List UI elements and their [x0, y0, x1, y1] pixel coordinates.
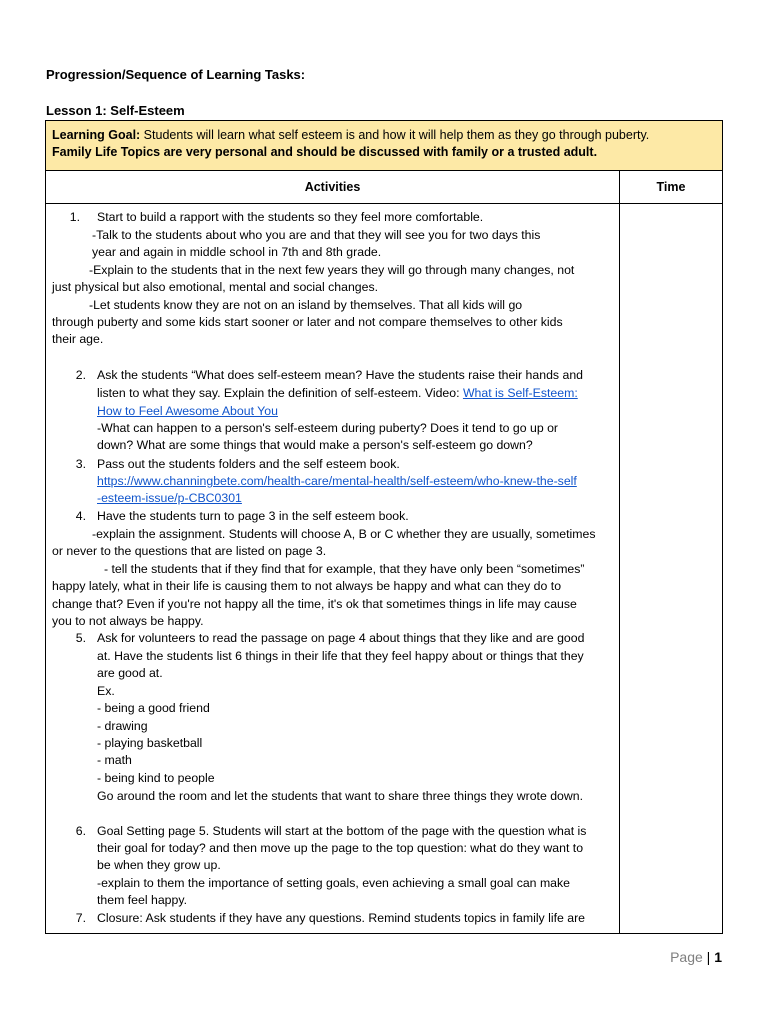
activity-line: Pass out the students folders and the self esteem book. [97, 457, 400, 471]
activities-header: Activities [304, 180, 361, 194]
item-number-6: 6. [75, 824, 86, 838]
page-title: Progression/Sequence of Learning Tasks: [46, 67, 306, 82]
activity-line [97, 385, 578, 402]
list-item: - math [97, 753, 132, 767]
activity-line: be when they grow up. [97, 858, 221, 872]
activity-line: them feel happy. [97, 893, 188, 907]
lesson-table [45, 120, 723, 934]
learning-goal-cell [46, 121, 722, 171]
activity-line: year and again in middle school in 7th and 8th grade. [92, 245, 382, 259]
video-link[interactable]: How to Feel Awesome About You [97, 404, 278, 418]
activity-line: through puberty and some kids start sooner or later and not compare themselves to other kids [52, 315, 563, 329]
activity-line: Start to build a rapport with the students so they feel more comfortable. [97, 210, 484, 224]
activity-line: Have the students turn to page 3 in the self esteem book. [97, 509, 409, 523]
item-number-7: 7. [75, 911, 86, 925]
book-link[interactable] [97, 473, 577, 490]
activity-line: their age. [52, 332, 104, 346]
activity-line: Ask for volunteers to read the passage on page 4 about things that they like and are good [97, 631, 585, 645]
activity-line: their goal for today? and then move up the page to the top question: what do they want to [97, 841, 584, 855]
page-footer [670, 949, 722, 965]
activity-line: Closure: Ask students if they have any questions. Remind students topics in family life are [97, 911, 586, 925]
item-number-5: 5. [75, 631, 86, 645]
column-divider [619, 171, 620, 933]
table-header-row [46, 171, 722, 204]
learning-goal-label: Learning Goal: [52, 128, 141, 142]
activity-line: happy lately, what in their life is causing them to not always be happy and what can they do to [52, 579, 562, 593]
activity-line: you to not always be happy. [52, 614, 204, 628]
activity-line: just physical but also emotional, mental and social changes. [52, 280, 379, 294]
list-item: - being a good friend [97, 701, 210, 715]
activity-line: change that? Even if you're not happy all the time, it's ok that sometimes things in life may cause [52, 597, 577, 611]
activity-line: -Let students know they are not on an island by themselves. That all kids will go [89, 298, 523, 312]
time-header: Time [656, 180, 686, 194]
activity-line: down? What are some things that would make a person's self-esteem go down? [97, 438, 533, 452]
activity-line: - tell the students that if they find that for example, that they have only been “sometimes” [104, 562, 585, 576]
book-link-text[interactable]: -esteem-issue/p-CBC0301 [97, 491, 242, 505]
activity-line: -What can happen to a person's self-esteem during puberty? Does it tend to go up or [97, 421, 559, 435]
item-number-2: 2. [75, 368, 86, 382]
activity-text: listen to what they say. Explain the definition of self-esteem. Video: [97, 386, 463, 400]
book-link-text[interactable]: https://www.channingbete.com/health-care/mental-health/self-esteem/who-knew-the-self [97, 474, 577, 488]
lesson-title: Lesson 1: Self-Esteem [46, 103, 185, 118]
item-number-1: 1. [69, 210, 80, 224]
family-life-note: Family Life Topics are very personal and should be discussed with family or a trusted adult. [52, 145, 598, 159]
page-number: 1 [714, 949, 722, 965]
activity-line: -Talk to the students about who you are and that they will see you for two days this [92, 228, 541, 242]
item-number-4: 4. [75, 509, 86, 523]
video-link-cont[interactable] [97, 403, 278, 420]
page-label: Page [670, 949, 703, 965]
learning-goal-text: Students will learn what self esteem is and how it will help them as they go through puberty. [140, 128, 650, 142]
book-link[interactable] [97, 490, 242, 507]
activity-line: -explain the assignment. Students will choose A, B or C whether they are usually, sometimes [92, 527, 596, 541]
list-item: - being kind to people [97, 771, 215, 785]
activity-line: at. Have the students list 6 things in their life that they feel happy about or things that they [97, 649, 584, 663]
video-link[interactable]: What is Self-Esteem: [462, 386, 578, 400]
activity-line: are good at. [97, 666, 163, 680]
activity-line: Ex. [97, 684, 115, 698]
page-separator: | [706, 949, 711, 965]
list-item: - playing basketball [97, 736, 203, 750]
item-number-3: 3. [75, 457, 86, 471]
activity-line: -Explain to the students that in the next few years they will go through many changes, not [89, 263, 575, 277]
activity-line: or never to the questions that are listed on page 3. [52, 544, 327, 558]
activity-line: Goal Setting page 5. Students will start at the bottom of the page with the question what is [97, 824, 587, 838]
list-item: - drawing [97, 719, 148, 733]
activity-line: -explain to them the importance of setting goals, even achieving a small goal can make [97, 876, 571, 890]
activity-line: Go around the room and let the students that want to share three things they wrote down. [97, 789, 584, 803]
activity-line: Ask the students “What does self-esteem mean? Have the students raise their hands and [97, 368, 583, 382]
